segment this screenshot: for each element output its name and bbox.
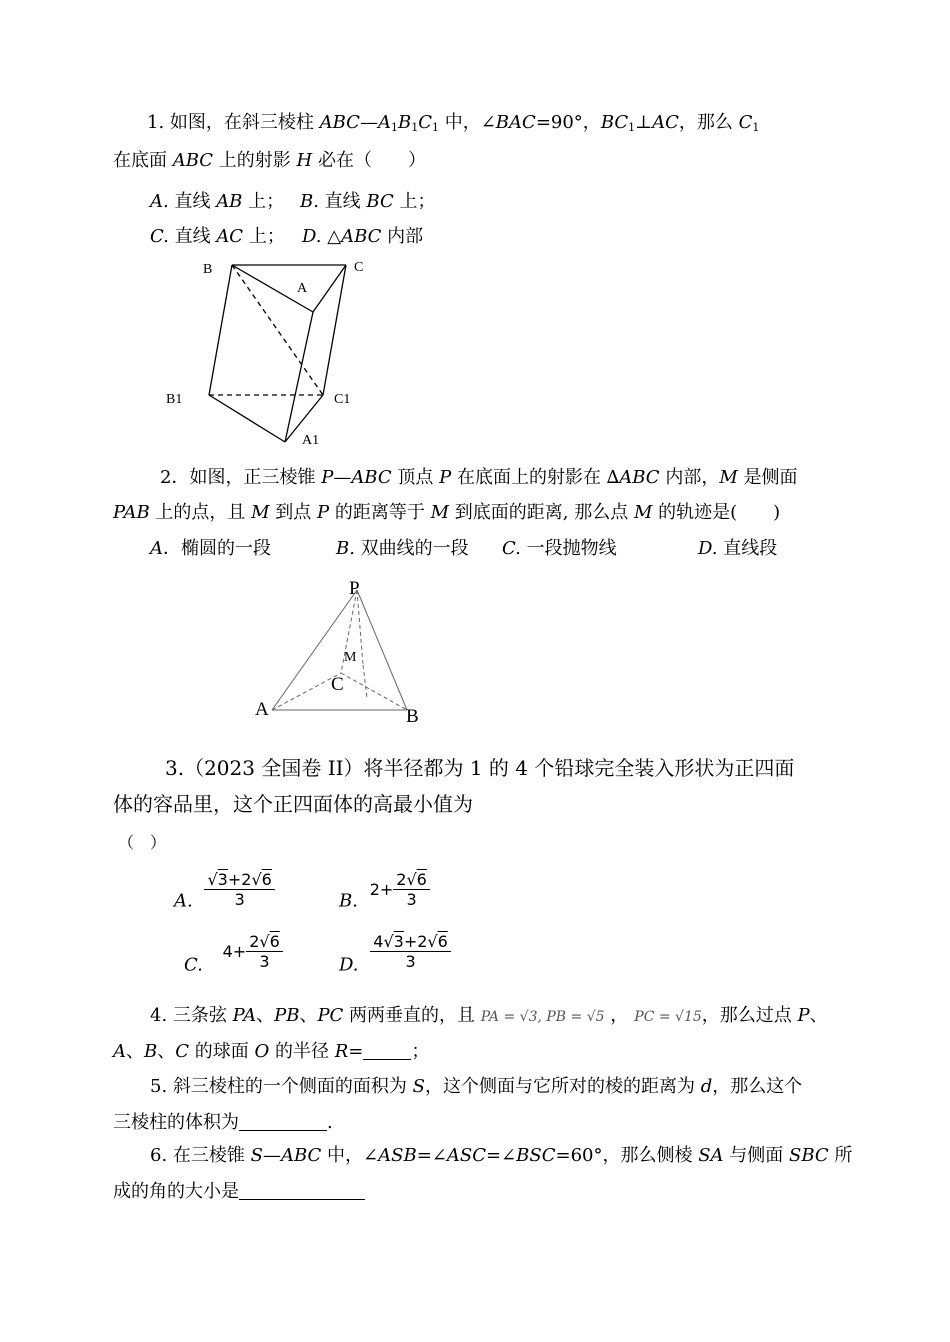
q2-option-a: A．椭圆的一段: [150, 538, 271, 559]
answer-blank[interactable]: [363, 1041, 411, 1060]
label-a1: A1: [302, 433, 320, 448]
label-m: M: [344, 650, 357, 665]
q4-line1: 4. 三条弦 PA、PB、PC 两两垂直的，且 PA = √3, PB = √5 ， PC = √15，那么过点 P、: [150, 1005, 828, 1026]
option-a-fraction: $\frac{√3+2√6}{3}$: [204, 870, 274, 909]
q6-line1: 6. 在三棱锥 S—ABC 中，∠ASB=∠ASC=∠BSC=60°，那么侧棱 SA 与侧面 SBC 所: [150, 1145, 853, 1166]
q2-pyramid-figure: [245, 570, 445, 730]
q6-line2: 成的角的大小是: [113, 1177, 365, 1203]
q3-option-c: C. 4+ $\frac{2√6}{3}$: [184, 932, 283, 976]
option-b-fraction: $\frac{2√6}{3}$: [393, 870, 430, 909]
q2-line2: PAB 上的点，且 M 到点 P 的距离等于 M 到底面的距离, 那么点 M 的轨迹是( ): [113, 502, 781, 523]
edge-p-b: [357, 590, 407, 710]
q2-option-d: D. 直线段: [698, 538, 778, 559]
q3-option-a: A. $\frac{√3+2√6}{3}$: [174, 870, 275, 912]
label-b: B: [406, 706, 419, 727]
option-c-fraction: $\frac{2√6}{3}$: [246, 932, 283, 971]
label-b: B: [203, 262, 213, 277]
label-a: A: [255, 699, 269, 720]
answer-blank[interactable]: [239, 1181, 365, 1200]
label-c: C: [331, 674, 344, 695]
q1-line2: 在底面 ABC 上的射影 H 必在（ ）: [113, 150, 426, 171]
q3-option-b: B. 2+ $\frac{2√6}{3}$: [339, 870, 430, 912]
q3-option-d: D. $\frac{4√3+2√6}{3}$: [339, 932, 451, 976]
q1-line1: 1. 如图，在斜三棱柱 $ABC—A_1B_1C_1$ 中，∠BAC=90°，$BC_1\perp AC$，那么 $C_1$: [147, 112, 760, 134]
edge-a-a1: [285, 312, 313, 442]
q3-line3: （ ）: [118, 833, 167, 852]
q3-line2: 体的容品里，这个正四面体的高最小值为: [113, 792, 473, 816]
label-p: P: [349, 578, 360, 599]
segment-m-base: [363, 665, 367, 698]
label-a: A: [297, 281, 308, 296]
option-d-fraction: $\frac{4√3+2√6}{3}$: [370, 932, 451, 971]
q1-option-a: A. 直线 AB 上；: [150, 191, 285, 212]
label-b1: B1: [166, 392, 183, 407]
edge-c-a: [313, 265, 346, 312]
answer-blank[interactable]: [239, 1112, 327, 1131]
q1-option-d: D. △ABC 内部: [302, 226, 424, 247]
edge-b1-a1: [209, 395, 285, 442]
q4-line2: A、B、C 的球面 O 的半径 R= ；: [113, 1041, 430, 1062]
edge-b-b1: [209, 265, 232, 395]
q5-line2: 三棱柱的体积为 .: [113, 1112, 333, 1133]
q3-line1: 3.（2023 全国卷 II）将半径都为 1 的 4 个铅球完全装入形状为正四面: [165, 756, 795, 780]
q2-option-b: B. 双曲线的一段: [336, 538, 469, 559]
q1-prism-figure: [150, 250, 380, 450]
edge-c-c1: [323, 265, 346, 395]
q2-line1: 2．如图，正三棱锥 P—ABC 顶点 P 在底面上的射影在 ∆ABC 内部，M 是侧面: [160, 467, 798, 488]
q5-line1: 5. 斜三棱柱的一个侧面的面积为 S，这个侧面与它所对的棱的距离为 d，那么这个: [150, 1076, 803, 1097]
q2-option-c: C. 一段抛物线: [502, 538, 617, 559]
q1-option-b: B. 直线 BC 上；: [300, 191, 436, 212]
q1-option-c: C. 直线 AC 上；: [150, 226, 285, 247]
label-c1: C1: [334, 392, 351, 407]
label-c: C: [354, 260, 364, 275]
edge-c-b: [341, 673, 407, 710]
